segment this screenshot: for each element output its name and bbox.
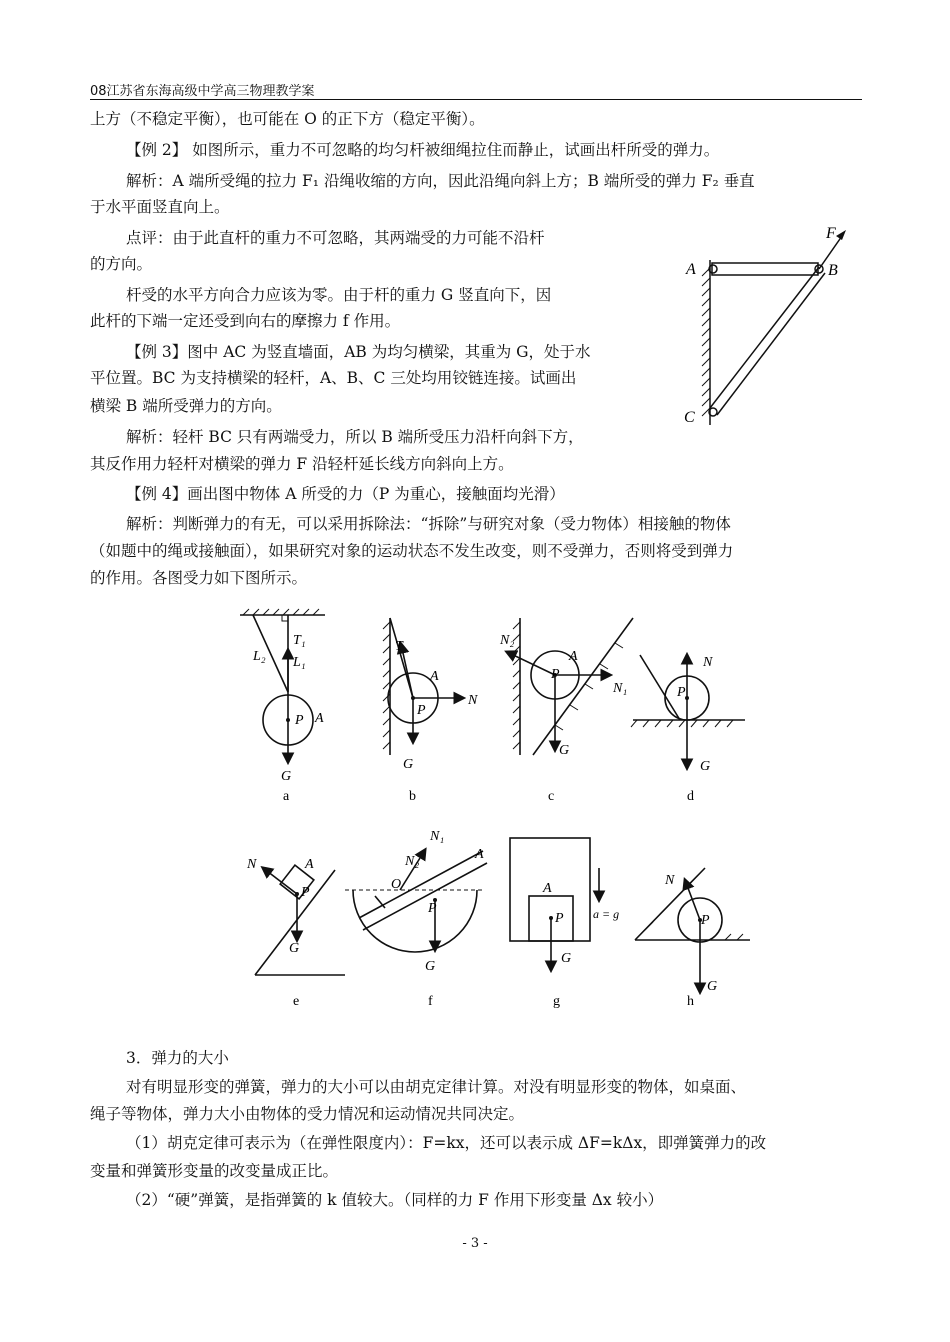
page-header-title: 08江苏省东海高级中学高三物理教学案: [90, 84, 315, 99]
text-line: 上方（不稳定平衡），也可能在 O 的正下方（稳定平衡）。: [90, 110, 485, 128]
text-line: 此杆的下端一定还受到向右的摩擦力 f 作用。: [90, 312, 401, 330]
f-n1-label: N₁: [430, 829, 445, 844]
g-p-label: P: [555, 911, 564, 926]
d-n-label: N: [703, 655, 713, 670]
text-line: 其反作用力轻杆对横梁的弹力 F 沿轻杆延长线方向斜向上方。: [90, 455, 514, 473]
g-a-label: A: [543, 881, 552, 896]
g-ag-label: a = g: [593, 907, 620, 921]
example-2-question: 【例 2】 如图所示，重力不可忽略的均匀杆被细绳拉住而静止，试画出杆所受的弹力。: [126, 141, 720, 159]
b-p-label: P: [417, 703, 426, 718]
section-heading: 3．弹力的大小: [126, 1049, 229, 1067]
example-3-question: 【例 3】图中 AC 为竖直墙面，AB 为均匀横梁，其重为 G，处于水: [126, 343, 591, 361]
diagram-g: [510, 838, 599, 970]
b-g-label: G: [403, 757, 414, 772]
text-line: 平位置。BC 为支持横梁的轻杆，A、B、C 三处均用铰链连接。试画出: [90, 369, 577, 387]
caption-e: e: [293, 994, 300, 1009]
a-l1-label: L₁: [293, 655, 306, 670]
h-n-label: N: [665, 873, 675, 888]
label-f: F: [826, 225, 836, 242]
header-divider: [90, 99, 862, 100]
text-line: （2）“硬”弹簧，是指弹簧的 k 值较大。（同样的力 F 作用下形变量 Δx 较小）: [126, 1191, 664, 1209]
text-line: 解析：轻杆 BC 只有两端受力，所以 B 端所受压力沿杆向斜下方，: [126, 428, 584, 446]
page-number: - 3 -: [462, 1236, 488, 1251]
f-n2-label: N₂: [405, 854, 420, 869]
text-line: 绳子等物体，弹力大小由物体的受力情况和运动情况共同决定。: [90, 1105, 525, 1123]
d-p-label: P: [677, 685, 686, 700]
h-p-label: P: [701, 913, 710, 928]
label-b: B: [828, 262, 838, 279]
text-line: 横梁 B 端所受弹力的方向。: [90, 397, 282, 415]
f-p-label: P: [428, 901, 437, 916]
c-g-label: G: [559, 743, 570, 758]
text-line: 的方向。: [90, 255, 153, 273]
f-g-label: G: [425, 959, 436, 974]
caption-h: h: [687, 994, 694, 1009]
c-a-label: A: [569, 649, 578, 664]
caption-g: g: [553, 994, 560, 1009]
caption-f: f: [428, 994, 433, 1009]
force-diagrams-figure: [225, 600, 765, 1020]
e-n-label: N: [247, 857, 257, 872]
text-line: 变量和弹簧形变量的改变量成正比。: [90, 1162, 339, 1180]
caption-a: a: [283, 789, 290, 804]
f-o-label: O: [391, 877, 402, 892]
text-line: 解析：A 端所受绳的拉力 F₁ 沿绳收缩的方向，因此沿绳向斜上方；B 端所受的弹力 F₂ 垂直: [126, 172, 755, 190]
e-a-label: A: [305, 857, 314, 872]
e-p-label: P: [301, 885, 310, 900]
g-g-label: G: [561, 951, 572, 966]
a-p-label: P: [295, 713, 304, 728]
c-n2-label: N₂: [500, 633, 515, 648]
f-a-label: A: [475, 847, 484, 862]
d-g-label: G: [700, 759, 711, 774]
text-line: 杆受的水平方向合力应该为零。由于杆的重力 G 竖直向下，因: [126, 286, 552, 304]
b-t-label: T: [395, 639, 403, 654]
text-line: 的作用。各图受力如下图所示。: [90, 569, 308, 587]
caption-c: c: [548, 789, 555, 804]
b-n-label: N: [468, 693, 478, 708]
diagram-h: [635, 868, 750, 992]
example-4-question: 【例 4】画出图中物体 A 所受的力（P 为重心，接触面均光滑）: [126, 485, 565, 503]
diagram-e: [255, 865, 345, 975]
caption-b: b: [409, 789, 416, 804]
e-g-label: G: [289, 941, 300, 956]
label-c: C: [684, 409, 695, 426]
text-line: （1）胡克定律可表示为（在弹性限度内）：F=kx，还可以表示成 ΔF=kΔx，即弹簧弹力的改: [126, 1134, 767, 1152]
text-line: 对有明显形变的弹簧，弹力的大小可以由胡克定律计算。对没有明显形变的物体，如桌面、: [126, 1078, 747, 1096]
a-t1-label: T₁: [293, 633, 306, 648]
example-3-figure: [680, 220, 860, 435]
diagram-a: [240, 609, 325, 762]
c-p-label: P: [551, 667, 560, 682]
text-line: 于水平面竖直向上。: [90, 198, 230, 216]
text-line: 点评：由于此直杆的重力不可忽略，其两端受的力可能不沿杆: [126, 229, 545, 247]
h-g-label: G: [707, 979, 718, 994]
caption-d: d: [687, 789, 694, 804]
a-a-label: A: [315, 711, 324, 726]
a-l2-label: L₂: [253, 649, 266, 664]
text-line: 解析：判断弹力的有无，可以采用拆除法：“拆除”与研究对象（受力物体）相接触的物体: [126, 515, 731, 533]
b-a-label: A: [430, 669, 439, 684]
diagram-d: [631, 655, 745, 768]
text-line: （如题中的绳或接触面），如果研究对象的运动状态不发生改变，则不受弹力，否则将受到弹力: [90, 542, 734, 560]
a-g-label: G: [281, 769, 292, 784]
label-a: A: [686, 261, 696, 278]
c-n1-label: N₁: [613, 681, 628, 696]
